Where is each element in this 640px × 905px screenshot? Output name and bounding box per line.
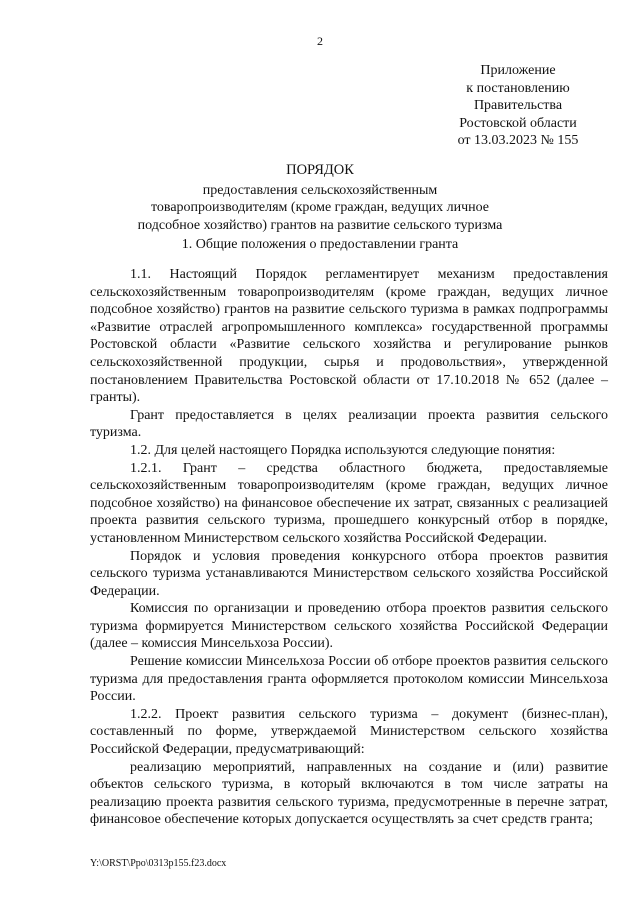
body-text: [90, 266, 608, 829]
paragraph: Грант предоставляется в целях реализации проекта развития сельского туризма.: [90, 407, 608, 441]
paragraph: Порядок и условия проведения конкурсного отбора проектов развития сельского туризма устанавливаются Министерством сельского хозяйства Российской Федерации.: [90, 548, 608, 599]
paragraph: реализацию мероприятий, направленных на создание и (или) развитие объектов сельского туризма, в который включаются в том числе затраты на реализацию проекта развития сельского туризма, предусмотренные в перечне затрат, финансовое обеспечение которых допускается осуществлять за счет средств гранта;: [90, 759, 608, 828]
paragraph: Комиссия по организации и проведению отбора проектов развития сельского туризма формируется Министерством сельского хозяйства Российской Федерации (далее – комиссия Минсельхоза России).: [90, 601, 608, 652]
document-subtitle-line: товаропроизводителям (кроме граждан, ведущих личное: [150, 200, 489, 215]
appendix-line: к постановлению: [466, 80, 570, 96]
paragraph: 1.2. Для целей настоящего Порядка используются следующие понятия:: [130, 442, 556, 458]
paragraph: 1.2.2. Проект развития сельского туризма – документ (бизнес-план), составленный по форме, утверждаемой Министерством сельского хозяйства Российской Федерации, предусматривающий:: [90, 706, 608, 758]
document-title-block: [0, 162, 640, 234]
footer-file-path: Y:\ORST\Ppo\0313p155.f23.docx: [90, 858, 227, 869]
appendix-line: Ростовской области: [459, 115, 577, 131]
paragraph: 1.1. Настоящий Порядок регламентирует механизм предоставления сельскохозяйственным товаропроизводителям (кроме граждан, ведущих личное подсобное хозяйство) грантов на развитие сельского туризма в рамках подпрограммы «Развитие отраслей агропромышленного комплекса» государственной программы Ростовской области «Развитие сельского хозяйства и регулирование рынков сельскохозяйственной продукции, сырья и продовольствия», утвержденной постановлением Правительства Ростовской области от 17.10.2018 № 652 (далее – гранты).: [90, 267, 608, 406]
document-subtitle-line: предоставления сельскохозяйственным: [202, 182, 438, 198]
section-heading: 1. Общие положения о предоставлении гранта: [181, 237, 459, 252]
paragraph: Решение комиссии Минсельхоза России об отборе проектов развития сельского туризма для предоставления гранта оформляется протоколом комиссии Минсельхоза России.: [90, 654, 608, 705]
document-subtitle-line: подсобное хозяйство) грантов на развитие сельского туризма: [137, 217, 503, 233]
page-number: 2: [317, 34, 323, 48]
appendix-block: [418, 62, 618, 150]
document-title: ПОРЯДОК: [286, 162, 354, 178]
appendix-line: Приложение: [480, 63, 556, 78]
appendix-line: Правительства: [473, 98, 563, 113]
appendix-line: от 13.03.2023 № 155: [457, 133, 579, 148]
paragraph: 1.2.1. Грант – средства областного бюджета, предоставляемые сельскохозяйственным товаропроизводителям (кроме граждан, ведущих личное подсобное хозяйство) на финансовое обеспечение их затрат, связанных с реализацией проекта развития сельского туризма, прошедшего конкурсный отбор в порядке, установленном Министерством сельского хозяйства Российской Федерации.: [90, 460, 608, 546]
